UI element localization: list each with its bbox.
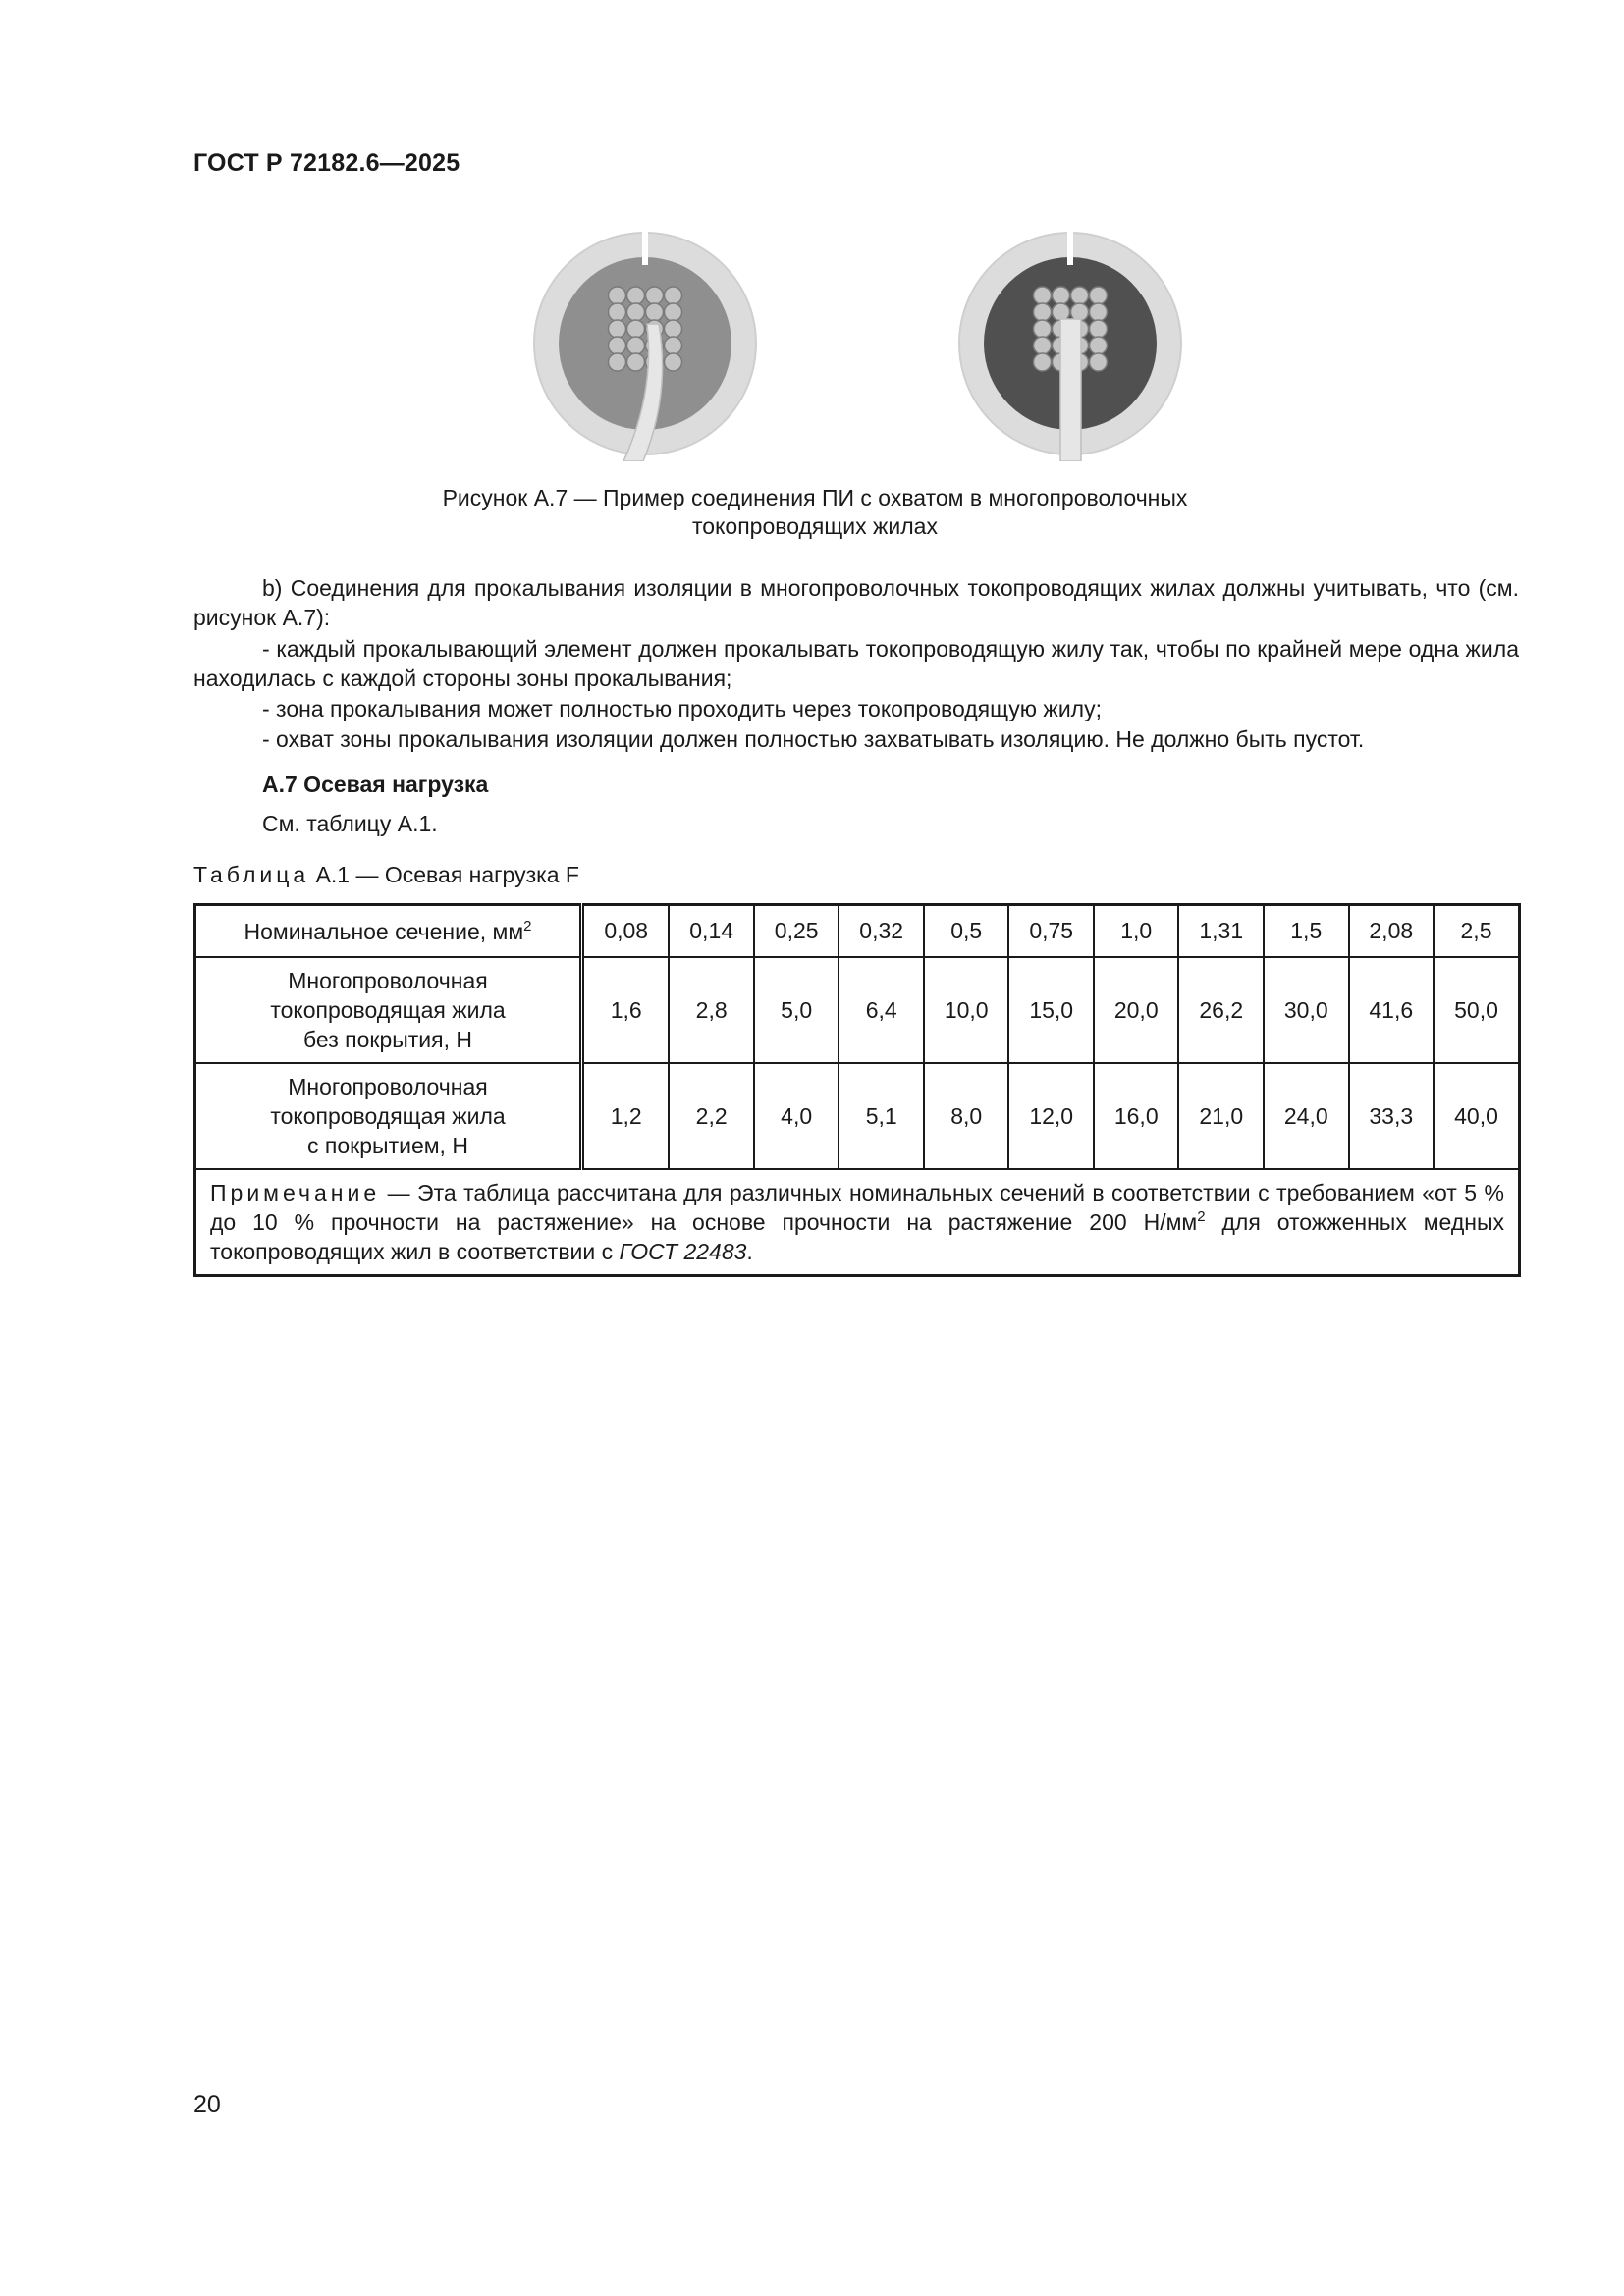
wire-strand <box>609 320 626 338</box>
wire-strand <box>1034 337 1052 354</box>
header-superscript: 2 <box>523 917 532 934</box>
figure-caption-line-2: токопроводящих жилах <box>692 513 938 539</box>
wire-strand <box>1090 303 1108 321</box>
value-cell: 10,0 <box>924 957 1009 1063</box>
note-text-2: для отожженных медных токопроводящих жил в соответствии с <box>210 1209 1505 1264</box>
row-label-line: Многопроволочная <box>288 1074 488 1099</box>
wire-strand <box>1034 303 1052 321</box>
note-label: Примечание <box>210 1180 381 1205</box>
connection-illustration-left <box>527 226 763 461</box>
value-cell: 2,8 <box>669 957 754 1063</box>
value-cell: 15,0 <box>1008 957 1094 1063</box>
row-label-line: токопроводящая жила <box>270 1103 506 1129</box>
value-cell: 4,0 <box>754 1063 839 1169</box>
section-cell: 1,5 <box>1264 905 1349 958</box>
value-cell: 1,2 <box>582 1063 670 1169</box>
value-cell: 5,0 <box>754 957 839 1063</box>
value-cell: 20,0 <box>1094 957 1179 1063</box>
wire-strand <box>609 303 626 321</box>
list-item-3: - охват зоны прокалывания изоляции должен полностью захватывать изоляцию. Не должно быть пустот. <box>262 726 1365 752</box>
section-heading: А.7 Осевая нагрузка <box>262 772 489 797</box>
document-header: ГОСТ Р 72182.6—2025 <box>193 149 460 177</box>
value-cell: 6,4 <box>839 957 924 1063</box>
wire-strand <box>1034 320 1052 338</box>
value-cell: 30,0 <box>1264 957 1349 1063</box>
value-cell: 41,6 <box>1349 957 1435 1063</box>
wire-strand <box>1090 353 1108 371</box>
wire-strand <box>1034 287 1052 304</box>
value-cell: 1,6 <box>582 957 670 1063</box>
axial-load-table <box>193 903 1521 1277</box>
value-cell: 33,3 <box>1349 1063 1435 1169</box>
wire-strand <box>665 287 682 304</box>
wire-strand <box>627 287 645 304</box>
value-cell: 2,2 <box>669 1063 754 1169</box>
table-title <box>193 862 579 888</box>
wire-strand <box>646 303 664 321</box>
value-cell: 8,0 <box>924 1063 1009 1169</box>
see-table-reference: См. таблицу А.1. <box>262 811 438 836</box>
table-note <box>195 1169 1520 1276</box>
wire-strand <box>1071 287 1089 304</box>
value-cell: 12,0 <box>1008 1063 1094 1169</box>
section-cell: 0,25 <box>754 905 839 958</box>
wire-strand <box>1090 337 1108 354</box>
wire-strand <box>1053 287 1070 304</box>
table-row-uncoated <box>195 957 1520 1063</box>
row-label-line: токопроводящая жила <box>270 997 506 1023</box>
value-cell: 24,0 <box>1264 1063 1349 1169</box>
wire-strand <box>1090 287 1108 304</box>
figure-a7 <box>520 226 1198 461</box>
table-title-rest: А.1 — Осевая нагрузка F <box>309 862 579 887</box>
wire-strand <box>627 320 645 338</box>
table-note-row <box>195 1169 1520 1276</box>
section-cell: 0,32 <box>839 905 924 958</box>
wire-strand <box>1090 320 1108 338</box>
wire-strand <box>627 353 645 371</box>
note-superscript: 2 <box>1197 1208 1206 1225</box>
note-standard-reference: ГОСТ 22483 <box>619 1239 747 1264</box>
section-cell: 0,75 <box>1008 905 1094 958</box>
value-cell: 40,0 <box>1434 1063 1519 1169</box>
section-cell: 1,0 <box>1094 905 1179 958</box>
figure-caption-line-1: Рисунок А.7 — Пример соединения ПИ с охватом в многопроволочных <box>442 485 1188 510</box>
wire-strand <box>646 287 664 304</box>
row-label-line: Многопроволочная <box>288 968 488 993</box>
value-cell: 5,1 <box>839 1063 924 1169</box>
table-header-row <box>195 905 1520 958</box>
list-item-2: - зона прокалывания может полностью проходить через токопроводящую жилу; <box>262 696 1102 721</box>
row-label-cell <box>195 957 582 1063</box>
wire-strand <box>665 337 682 354</box>
section-cell: 1,31 <box>1178 905 1264 958</box>
section-cell: 2,08 <box>1349 905 1435 958</box>
row-label-line: без покрытия, Н <box>303 1027 472 1052</box>
section-cell: 0,14 <box>669 905 754 958</box>
page-number: 20 <box>193 2091 221 2118</box>
table-row-coated <box>195 1063 1520 1169</box>
note-end: . <box>746 1239 753 1264</box>
wire-strand <box>609 337 626 354</box>
value-cell: 50,0 <box>1434 957 1519 1063</box>
value-cell: 16,0 <box>1094 1063 1179 1169</box>
wire-strand <box>665 320 682 338</box>
value-cell: 26,2 <box>1178 957 1264 1063</box>
wire-strand <box>609 287 626 304</box>
section-cell: 0,08 <box>582 905 670 958</box>
figure-caption <box>324 484 1306 541</box>
section-cell: 0,5 <box>924 905 1009 958</box>
header-label-cell <box>195 905 582 958</box>
wire-strand <box>627 337 645 354</box>
row-label-cell <box>195 1063 582 1169</box>
paragraph-b: b) Соединения для прокалывания изоляции в многопроволочных токопроводящих жилах должны учитывать, что (см. рисунок А.7): <box>193 575 1519 630</box>
row-label-line: с покрытием, Н <box>307 1133 468 1158</box>
note-text-1: — Эта таблица рассчитана для различных номинальных сечений в соответствии с требованием «от 5 % до 10 % прочности на растяжение» на основе прочности на растяжение 200 Н/мм <box>210 1180 1504 1235</box>
wire-strand <box>665 303 682 321</box>
wire-strand <box>1034 353 1052 371</box>
section-cell: 2,5 <box>1434 905 1519 958</box>
connection-illustration-right <box>952 226 1188 461</box>
wire-strand <box>665 353 682 371</box>
list-item-1: - каждый прокалывающий элемент должен прокалывать токопроводящую жилу так, чтобы по крайней мере одна жила находилась с каждой стороны зоны прокалывания; <box>193 636 1519 691</box>
value-cell: 21,0 <box>1178 1063 1264 1169</box>
table-title-prefix: Таблица <box>193 862 310 887</box>
header-label: Номинальное сечение, мм <box>244 918 524 944</box>
wire-strand <box>627 303 645 321</box>
wire-strand <box>609 353 626 371</box>
